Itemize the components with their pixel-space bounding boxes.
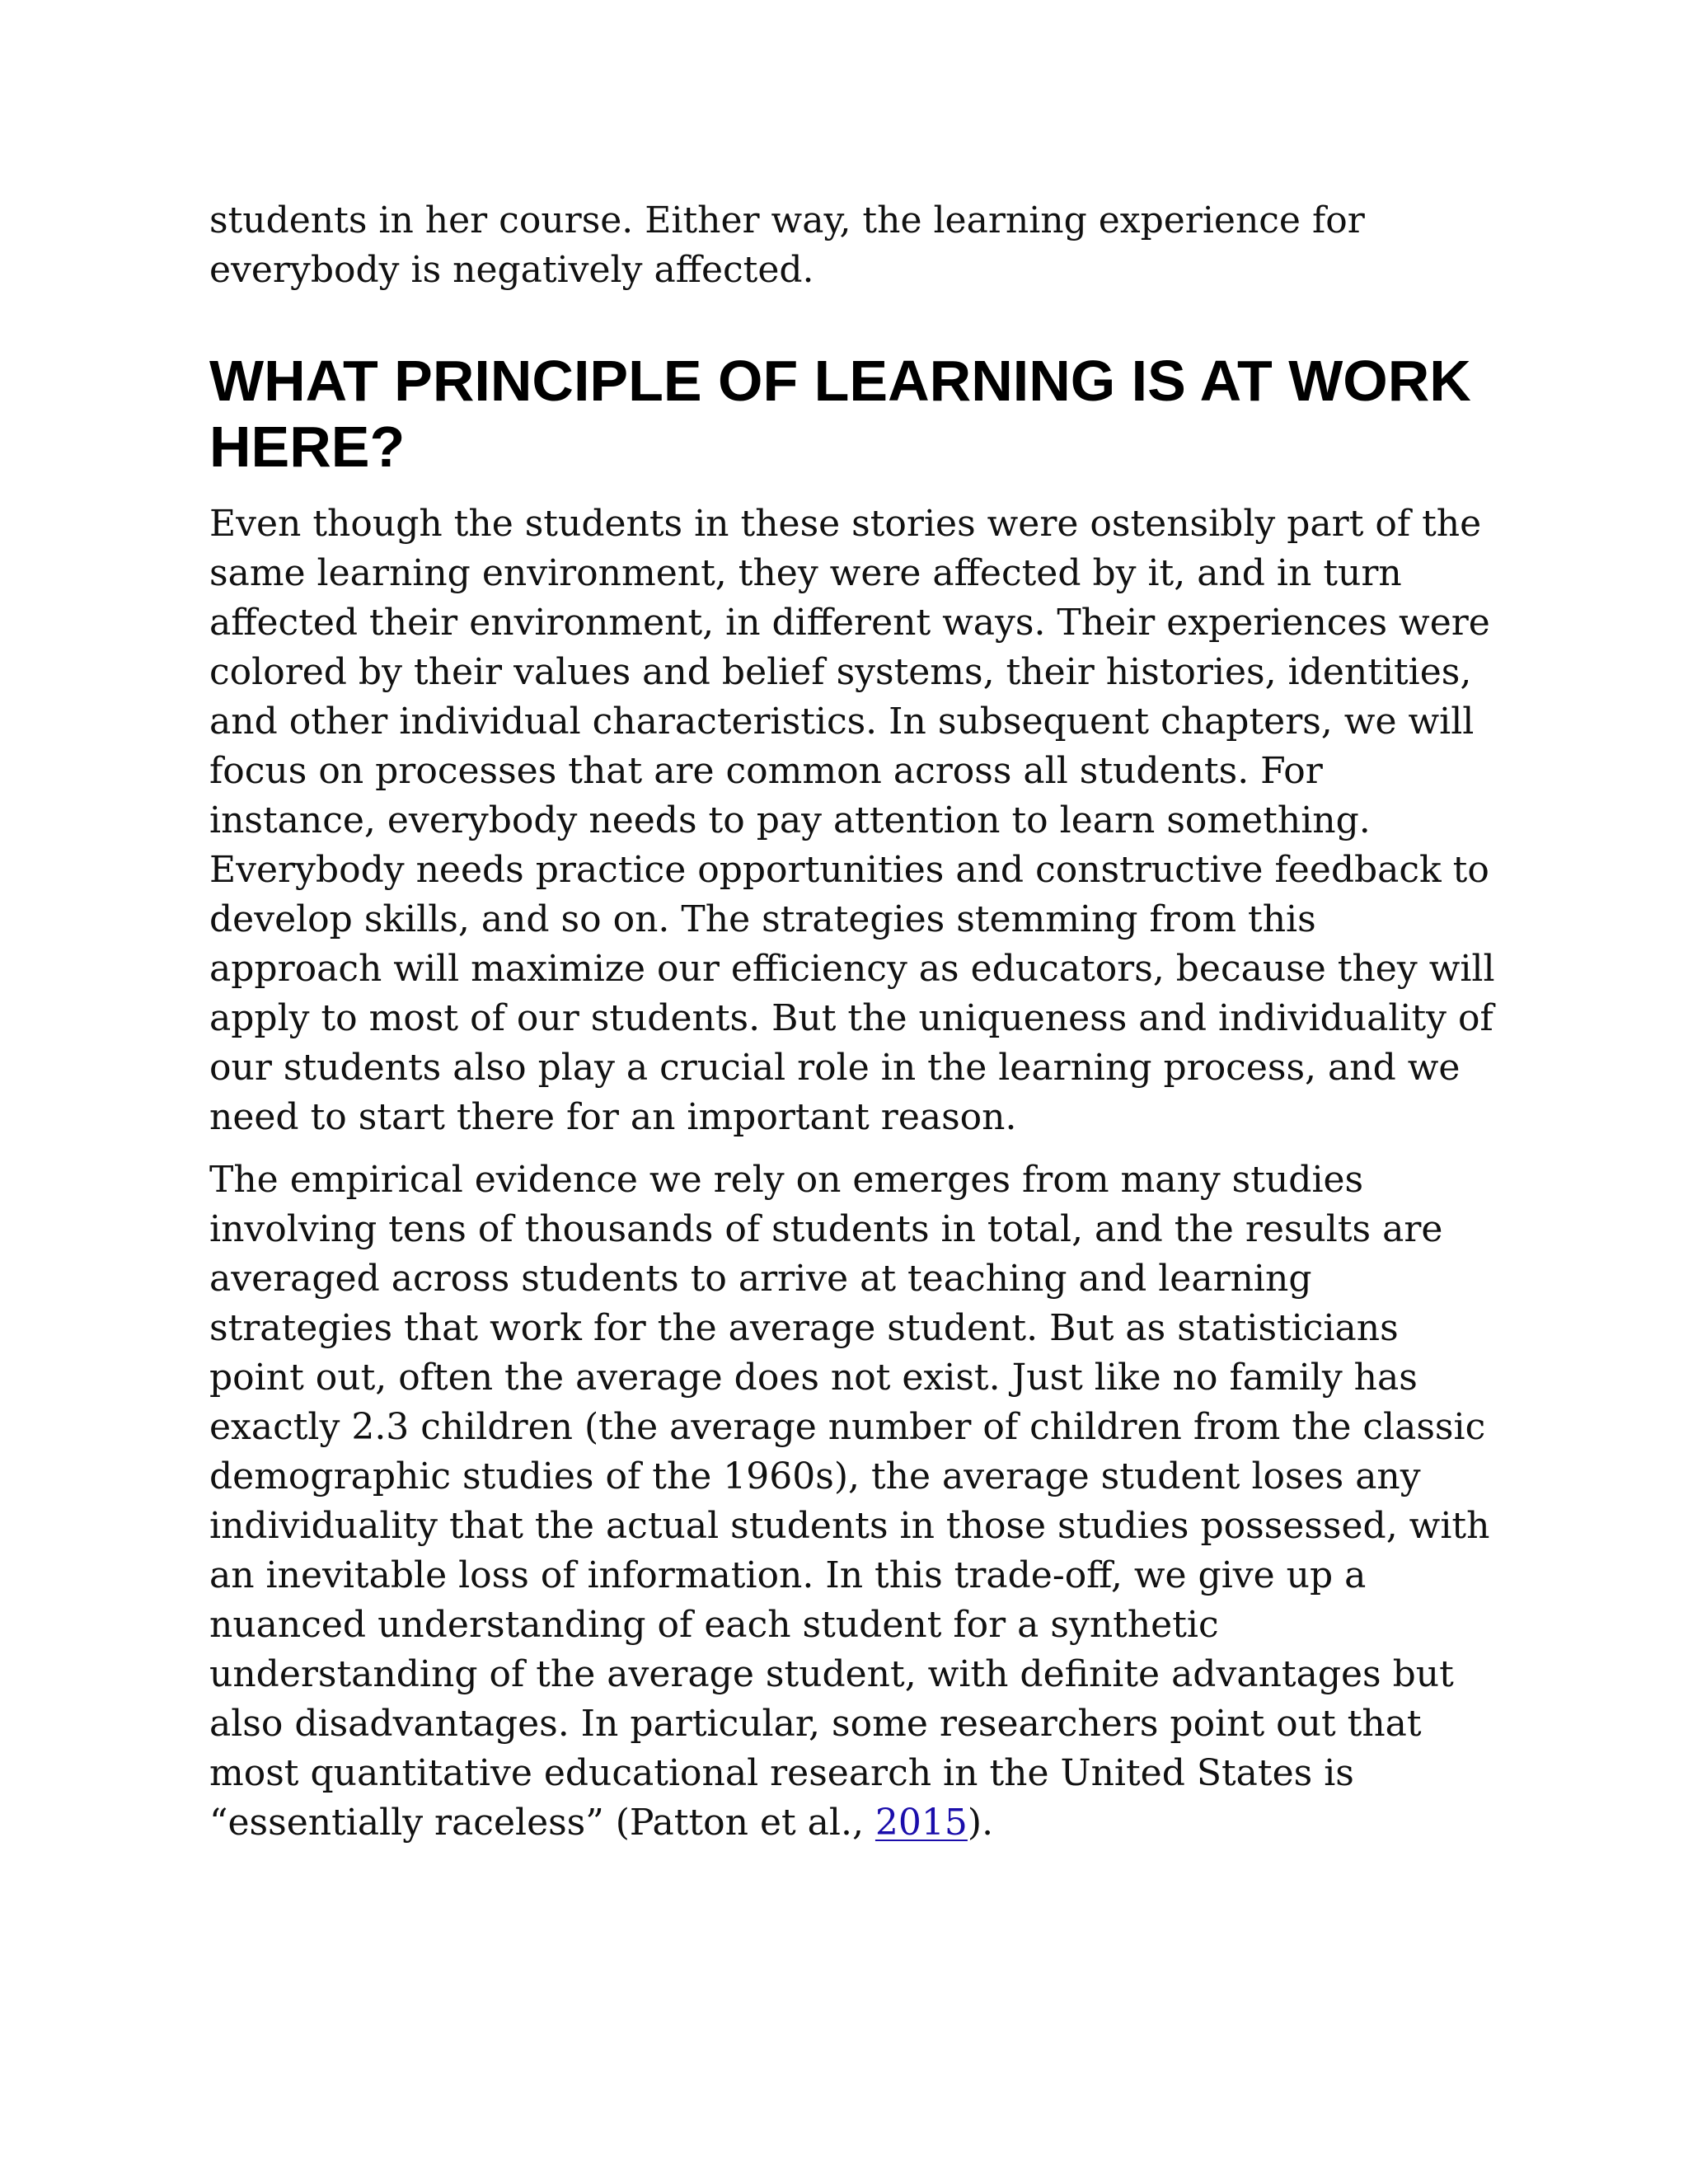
citation-link-2015[interactable]: 2015: [874, 1802, 968, 1844]
lead-paragraph: students in her course. Either way, the learning experience for everybody is negatively affected.: [209, 199, 1365, 291]
paragraph-2-closing: ).: [967, 1802, 994, 1844]
paragraph-2-text: The empirical evidence we rely on emerges from many studies involving tens of thousands of students in total, and the results are averaged across students to arrive at teaching and learning strategies that work for the average student. But as statisticians point out, often the average does not exist. Just like no family has exactly 2.3 children (the average number of children from the classic demographic studies of the 1960s), the average student loses any individuality that the actual students in those studies possessed, with an inevitable loss of information. In this trade-off, we give up a nuanced understanding of each student for a synthetic understanding of the average student, with definite advantages but also disadvantages. In particular, some researchers point out that most quantitative educational research in the United States is “essentially raceless” (Patton et al.,: [209, 1159, 1490, 1844]
body-paragraph-1: Even though the students in these stories were ostensibly part of the same learning environment, they were affected by it, and in turn affected their environment, in different ways. Their experiences were colored by their values and belief systems, their histories, identities, and other individual characteristics. In subsequent chapters, we will focus on processes that are common across all students. For instance, everybody needs to pay attention to learn something. Everybody needs practice opportunities and constructive feedback to develop skills, and so on. The strategies stemming from this approach will maximize our efficiency as educators, because they will apply to most of our students. But the uniqueness and individuality of our students also play a crucial role in the learning process, and we need to start there for an important reason.: [209, 503, 1495, 1138]
page-content: [209, 196, 1495, 1848]
section-heading: WHAT PRINCIPLE OF LEARNING IS AT WORK HERE?: [209, 349, 1471, 479]
body-paragraph-2: [209, 1155, 1495, 1848]
